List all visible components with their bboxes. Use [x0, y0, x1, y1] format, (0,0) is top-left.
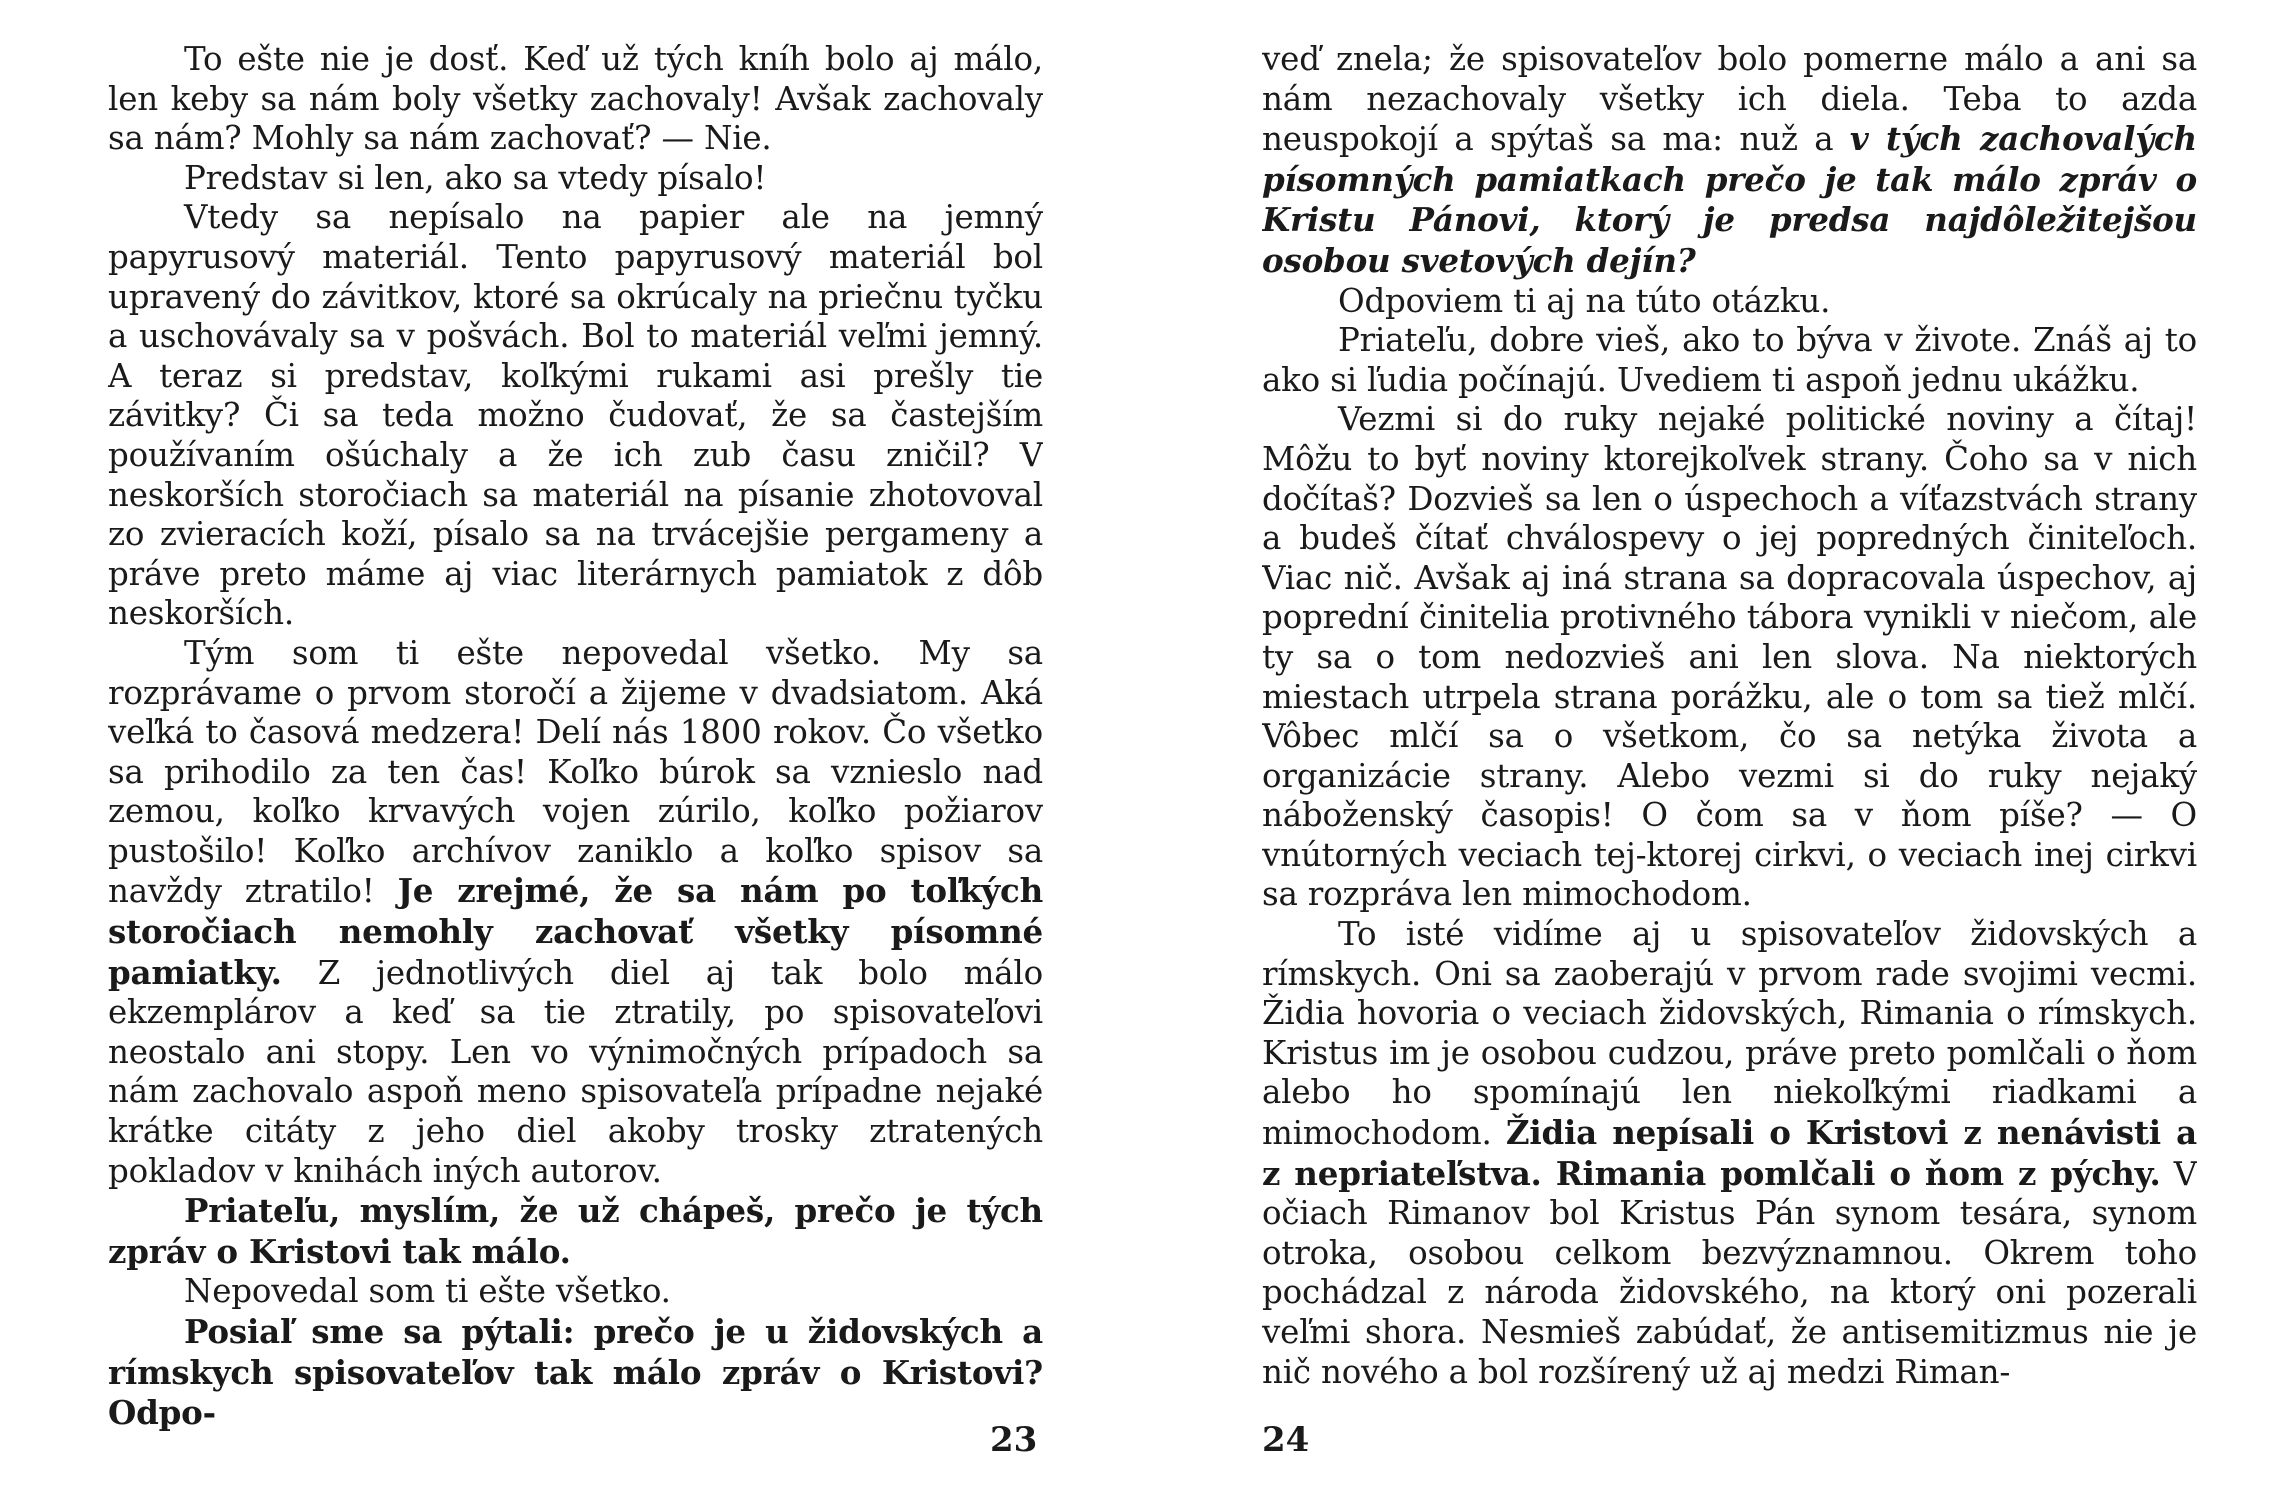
paragraph: [108, 159, 1043, 199]
paragraph: [1262, 915, 2197, 1392]
paragraph: [1262, 40, 2197, 282]
paragraph: [108, 40, 1043, 159]
paragraph: [108, 1312, 1043, 1434]
text-run: Tým som ti ešte nepovedal všetko. My sa rozprávame o prvom storočí a žijeme v dvadsiatom. Aká veľká to časová medzera! Delí nás 1800 rokov. Čo všetko sa prihodilo za ten čas! Koľko búrok sa vznieslo nad zemou, koľko krvavých vojen zúrilo, koľko požiarov pustošilo! Koľko archívov zaniklo a koľko spisov sa navždy ztratilo!: [108, 633, 1043, 911]
text-run: To isté vidíme aj u spisovateľov židovských a rímskych. Oni sa zaoberajú v prvom rade svojimi vecmi. Židia hovoria o veciach židovských, Rimania o rímskych. Kristus im je osobou cudzou, práve preto pomlčali o ňom alebo ho spomínajú len niekoľkými riadkami a mimochodom.: [1262, 915, 2197, 1153]
paragraph: [1262, 400, 2197, 915]
text-run: Odpoviem ti aj na túto otázku.: [1338, 281, 1831, 320]
emphasized-text: Židia nepísali o Kristovi z nenávisti a z nepriateľstva. Rimania pomlčali o ňom z pýchy.: [1262, 1113, 2197, 1193]
emphasized-text: Priateľu, myslím, že už chápeš, prečo je tých zpráv o Kristovi tak málo.: [108, 1191, 1043, 1271]
text-run: V očiach Rimanov bol Kristus Pán synom tesára, synom otroka, osobou celkom bezvýznamnou. Okrem toho pochádzal z národa židovského, na ktorý oni pozerali veľmi shora. Nesmieš zabúdať, že antisemitizmus nie je nič nového a bol rozšírený už aj medzi Riman-: [1262, 1154, 2197, 1391]
page-number-right: 24: [1262, 1420, 1310, 1460]
text-run: Vtedy sa nepísalo na papier ale na jemný papyrusový materiál. Tento papyrusový materiál bol upravený do závitkov, ktoré sa okrúcaly na priečnu tyčku a uschovávaly sa v pošvách. Bol to materiál veľmi jemný. A teraz si predstav, koľkými rukami asi prešly tie závitky? Či sa teda možno čudovať, že sa častejším používaním ošúchaly a že ich zub času zničil? V neskorších storočiach sa materiál na písanie zhotovoval zo zvieracích koží, písalo sa na trvácejšie pergameny a práve preto máme aj viac literárnych pamiatok z dôb neskorších.: [108, 198, 1043, 633]
paragraph: [1262, 282, 2197, 322]
left-page-text: [108, 40, 1043, 1434]
right-page: [1262, 40, 2197, 1460]
text-run: veď znela; že spisovateľov bolo pomerne málo a ani sa nám nezachovaly všetky ich diela. Teba to azda neuspokojí a spýtaš sa ma: nuž a: [1262, 40, 2197, 159]
page-number-left: 23: [990, 1420, 1038, 1460]
paragraph: [108, 1272, 1043, 1312]
text-run: Z jednotlivých diel aj tak bolo málo ekzemplárov a keď sa tie ztratily, po spisovateľovi neostalo ani stopy. Len vo výnimočných prípadoch sa nám zachovalo aspoň meno spisovateľa prípadne nejaké krátke citáty z jeho diel akoby trosky ztratených pokladov v knihách iných autorov.: [108, 953, 1043, 1190]
text-run: Vezmi si do ruky nejaké politické noviny a čítaj! Môžu to byť noviny ktorejkoľvek strany. Čoho sa v nich dočítaš? Dozvieš sa len o úspechoch a víťazstvách strany a budeš čítať chválospevy o jej popredných činiteľoch. Viac nič. Avšak aj iná strana sa dopracovala úspechov, aj poprední činitelia protivného tábora vynikli v niečom, ale ty sa o tom nedozvieš ani len slova. Na niektorých miestach utrpela strana porážku, ale o tom sa tiež mlčí. Vôbec mlčí sa o všetkom, čo sa netýka života a organizácie strany. Alebo vezmi si do ruky nejaký náboženský časopis! O čom sa v ňom píše? — O vnútorných veciach tej-ktorej cirkvi, o veciach inej cirkvi sa rozpráva len mimochodom.: [1262, 400, 2197, 914]
text-run: To ešte nie je dosť. Keď už tých kníh bolo aj málo, len keby sa nám boly všetky zachovaly! Avšak zachovaly sa nám? Mohly sa nám zachovať? — Nie.: [108, 40, 1043, 158]
emphasized-text: Posiaľ sme sa pýtali: prečo je u židovských a rímskych spisovateľov tak málo zpráv o Kristovi? Odpo-: [108, 1312, 1043, 1433]
paragraph: [108, 198, 1043, 634]
paragraph: [108, 1191, 1043, 1272]
emphasized-text: Je zrejmé, že sa nám po toľkých storočiach nemohly zachovať všetky písomné pamiatky.: [108, 871, 1043, 992]
text-run: Priateľu, dobre vieš, ako to býva v živote. Znáš aj to ako si ľudia počínajú. Uvediem ti aspoň jednu ukážku.: [1262, 321, 2197, 399]
text-run: Nepovedal som ti ešte všetko.: [184, 1272, 671, 1311]
paragraph: [108, 634, 1043, 1191]
right-page-text: [1262, 40, 2197, 1392]
emphasized-text: v tých zachovalých písomných pamiatkach prečo je tak málo zpráv o Kristu Pánovi, ktorý je predsa najdôležitejšou osobou svetových dejín?: [1262, 119, 2197, 280]
paragraph: [1262, 321, 2197, 400]
text-run: Predstav si len, ako sa vtedy písalo!: [184, 158, 767, 197]
left-page: [108, 40, 1043, 1460]
